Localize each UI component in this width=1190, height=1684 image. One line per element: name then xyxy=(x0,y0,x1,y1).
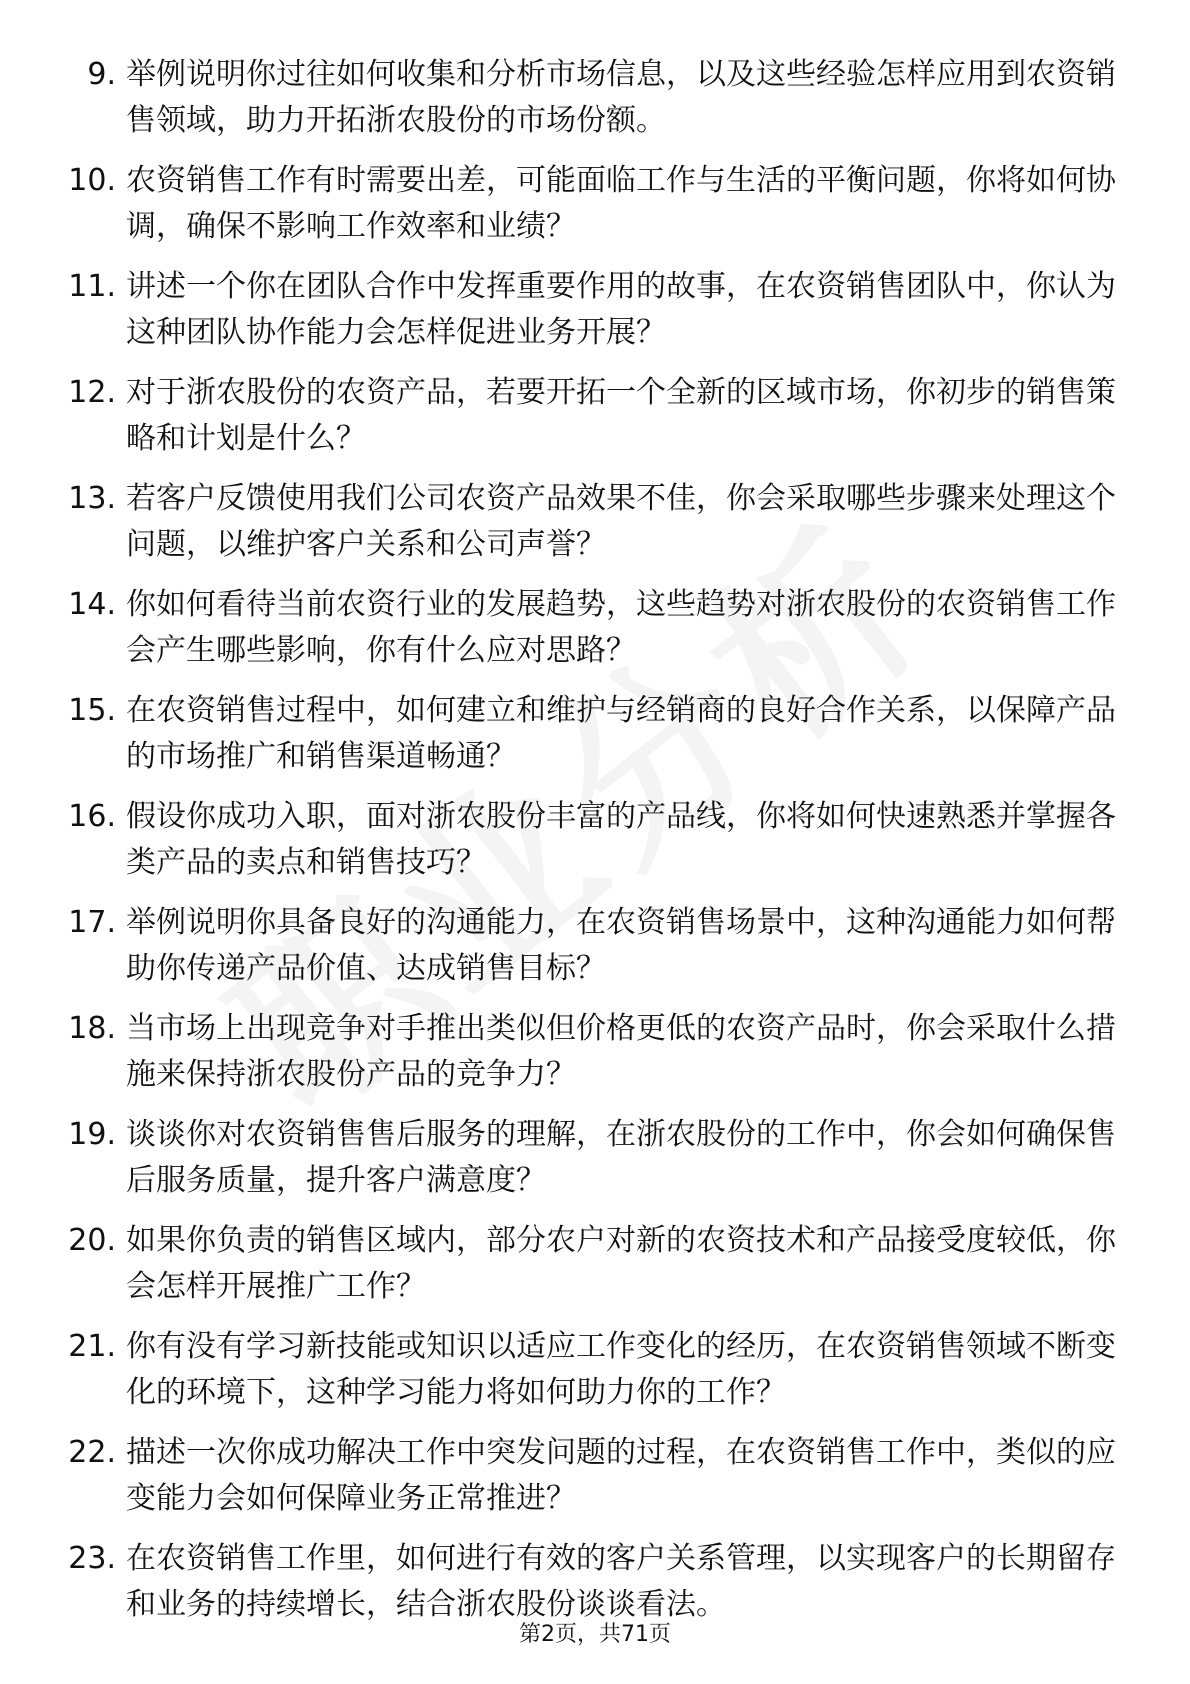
question-number: 13. xyxy=(68,481,116,516)
question-number: 16. xyxy=(68,799,116,834)
question-number: 20. xyxy=(68,1223,116,1258)
question-text: 在农资销售过程中，如何建立和维护与经销商的良好合作关系，以保障产品的市场推广和销售渠道畅通？ xyxy=(126,693,1116,774)
question-text: 农资销售工作有时需要出差，可能面临工作与生活的平衡问题，你将如何协调，确保不影响工作效率和业绩？ xyxy=(126,163,1116,244)
question-number: 15. xyxy=(68,693,116,728)
list-item xyxy=(56,794,1116,886)
list-item xyxy=(56,264,1116,356)
question-text: 举例说明你具备良好的沟通能力，在农资销售场景中，这种沟通能力如何帮助你传递产品价值、达成销售目标？ xyxy=(126,905,1116,986)
list-item xyxy=(56,1218,1116,1310)
question-list xyxy=(56,52,1116,1642)
list-item xyxy=(56,1112,1116,1204)
question-number: 10. xyxy=(68,163,116,198)
question-text: 描述一次你成功解决工作中突发问题的过程，在农资销售工作中，类似的应变能力会如何保障业务正常推进？ xyxy=(126,1435,1116,1516)
question-number: 22. xyxy=(68,1435,116,1470)
question-number: 23. xyxy=(68,1541,116,1576)
question-text: 当市场上出现竞争对手推出类似但价格更低的农资产品时，你会采取什么措施来保持浙农股份产品的竞争力？ xyxy=(126,1011,1116,1092)
question-number: 18. xyxy=(68,1011,116,1046)
question-number: 12. xyxy=(68,375,116,410)
question-text: 在农资销售工作里，如何进行有效的客户关系管理，以实现客户的长期留存和业务的持续增长，结合浙农股份谈谈看法。 xyxy=(126,1541,1116,1622)
question-text: 谈谈你对农资销售售后服务的理解，在浙农股份的工作中，你会如何确保售后服务质量，提升客户满意度？ xyxy=(126,1117,1116,1198)
question-number: 14. xyxy=(68,587,116,622)
question-text: 你有没有学习新技能或知识以适应工作变化的经历，在农资销售领域不断变化的环境下，这种学习能力将如何助力你的工作？ xyxy=(126,1329,1116,1410)
question-number: 11. xyxy=(68,269,116,304)
list-item xyxy=(56,370,1116,462)
list-item xyxy=(56,1536,1116,1628)
question-number: 17. xyxy=(68,905,116,940)
question-text: 如果你负责的销售区域内，部分农户对新的农资技术和产品接受度较低，你会怎样开展推广工作？ xyxy=(126,1223,1116,1304)
list-item xyxy=(56,1324,1116,1416)
list-item xyxy=(56,158,1116,250)
question-text: 你如何看待当前农资行业的发展趋势，这些趋势对浙农股份的农资销售工作会产生哪些影响，你有什么应对思路？ xyxy=(126,587,1116,668)
question-text: 举例说明你过往如何收集和分析市场信息，以及这些经验怎样应用到农资销售领域，助力开拓浙农股份的市场份额。 xyxy=(126,57,1116,138)
list-item xyxy=(56,900,1116,992)
question-text: 对于浙农股份的农资产品，若要开拓一个全新的区域市场，你初步的销售策略和计划是什么？ xyxy=(126,375,1116,456)
question-text: 假设你成功入职，面对浙农股份丰富的产品线，你将如何快速熟悉并掌握各类产品的卖点和销售技巧？ xyxy=(126,799,1116,880)
list-item xyxy=(56,52,1116,144)
list-item xyxy=(56,476,1116,568)
list-item xyxy=(56,688,1116,780)
list-item xyxy=(56,582,1116,674)
question-number: 19. xyxy=(68,1117,116,1152)
question-text: 讲述一个你在团队合作中发挥重要作用的故事，在农资销售团队中，你认为这种团队协作能力会怎样促进业务开展？ xyxy=(126,269,1116,350)
list-item xyxy=(56,1430,1116,1522)
question-number: 21. xyxy=(68,1329,116,1364)
page-number: 第2页，共71页 xyxy=(519,1622,671,1647)
list-item xyxy=(56,1006,1116,1098)
question-text: 若客户反馈使用我们公司农资产品效果不佳，你会采取哪些步骤来处理这个问题，以维护客户关系和公司声誉？ xyxy=(126,481,1116,562)
question-number: 9. xyxy=(87,57,116,92)
